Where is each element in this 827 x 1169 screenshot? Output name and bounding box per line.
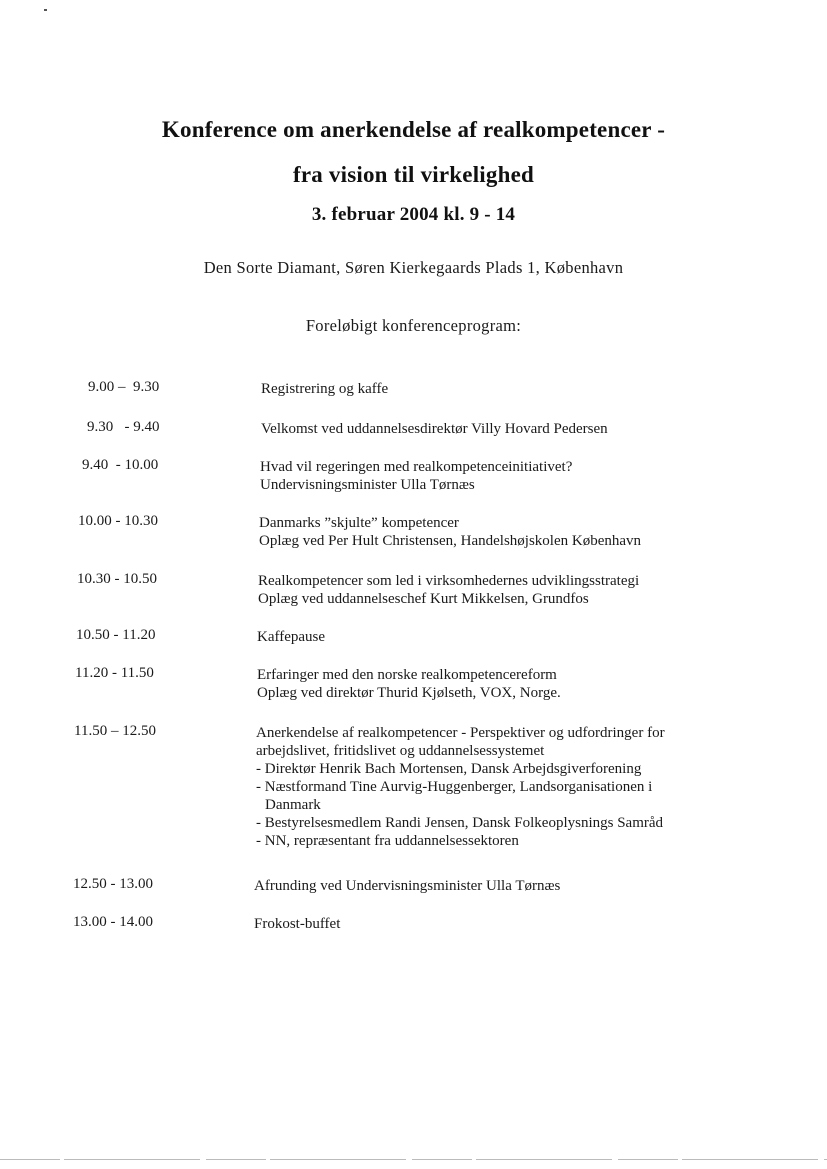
program-line: Undervisningsminister Ulla Tørnæs bbox=[260, 477, 475, 493]
program-description bbox=[256, 724, 726, 850]
program-line: - Næstformand Tine Aurvig-Huggenberger, Landsorganisationen i bbox=[256, 779, 653, 795]
program-line: - Bestyrelsesmedlem Randi Jensen, Dansk Folkeoplysnings Samråd bbox=[256, 815, 664, 831]
program-description bbox=[254, 915, 724, 933]
program-line: Danmarks ”skjulte” kompetencer bbox=[259, 515, 459, 531]
program-description bbox=[258, 572, 728, 608]
event-venue: Den Sorte Diamant, Søren Kierkegaards Plads 1, København bbox=[203, 258, 624, 277]
program-line: Frokost-buffet bbox=[254, 916, 341, 932]
program-time: 13.00 - 14.00 bbox=[73, 914, 153, 930]
program-line: Kaffepause bbox=[257, 629, 326, 645]
program-line: Danmark bbox=[265, 797, 321, 813]
program-time: 11.20 - 11.50 bbox=[75, 665, 154, 681]
program-description bbox=[259, 514, 729, 550]
program-line: Anerkendelse af realkompetencer - Perspektiver og udfordringer for bbox=[256, 725, 665, 741]
program-line: Oplæg ved direktør Thurid Kjølseth, VOX, Norge. bbox=[257, 685, 561, 701]
program-description bbox=[254, 877, 724, 895]
program-time: 11.50 – 12.50 bbox=[74, 723, 156, 739]
program-label: Foreløbigt konferenceprogram: bbox=[305, 316, 522, 335]
program-time: 10.00 - 10.30 bbox=[78, 513, 158, 529]
program-time: 12.50 - 13.00 bbox=[73, 876, 153, 892]
program-line: arbejdslivet, fritidslivet og uddannelsessystemet bbox=[256, 743, 545, 759]
program-description bbox=[261, 380, 731, 398]
program-line: Hvad vil regeringen med realkompetenceinitiativet? bbox=[260, 459, 573, 475]
program-line: Oplæg ved Per Hult Christensen, Handelshøjskolen København bbox=[259, 533, 642, 549]
program-description bbox=[260, 458, 730, 494]
program-line: - NN, repræsentant fra uddannelsessektoren bbox=[256, 833, 519, 849]
program-description bbox=[257, 666, 727, 702]
program-line: Velkomst ved uddannelsesdirektør Villy Hovard Pedersen bbox=[261, 421, 608, 437]
program-time: 10.50 - 11.20 bbox=[76, 627, 156, 643]
page-title-line2: fra vision til virkelighed bbox=[293, 162, 534, 187]
program-time: 10.30 - 10.50 bbox=[77, 571, 157, 587]
program-line: Afrunding ved Undervisningsminister Ulla Tørnæs bbox=[254, 878, 561, 894]
program-description bbox=[257, 628, 727, 646]
program-line: - Direktør Henrik Bach Mortensen, Dansk Arbejdsgiverforening bbox=[256, 761, 642, 777]
program-line: Registrering og kaffe bbox=[261, 381, 389, 397]
event-date: 3. februar 2004 kl. 9 - 14 bbox=[311, 204, 516, 225]
page-title-line1: Konference om anerkendelse af realkompetencer - bbox=[161, 117, 666, 142]
program-line: Erfaringer med den norske realkompetencereform bbox=[257, 667, 557, 683]
scan-speck bbox=[44, 9, 47, 11]
program-description bbox=[261, 420, 731, 438]
scan-artifact-line bbox=[0, 1159, 827, 1160]
program-time: 9.00 – 9.30 bbox=[88, 379, 160, 395]
program-line: Oplæg ved uddannelseschef Kurt Mikkelsen, Grundfos bbox=[258, 591, 589, 607]
program-time: 9.40 - 10.00 bbox=[82, 457, 159, 473]
program-time: 9.30 - 9.40 bbox=[87, 419, 160, 435]
program-line: Realkompetencer som led i virksomhedernes udviklingsstrategi bbox=[258, 573, 640, 589]
